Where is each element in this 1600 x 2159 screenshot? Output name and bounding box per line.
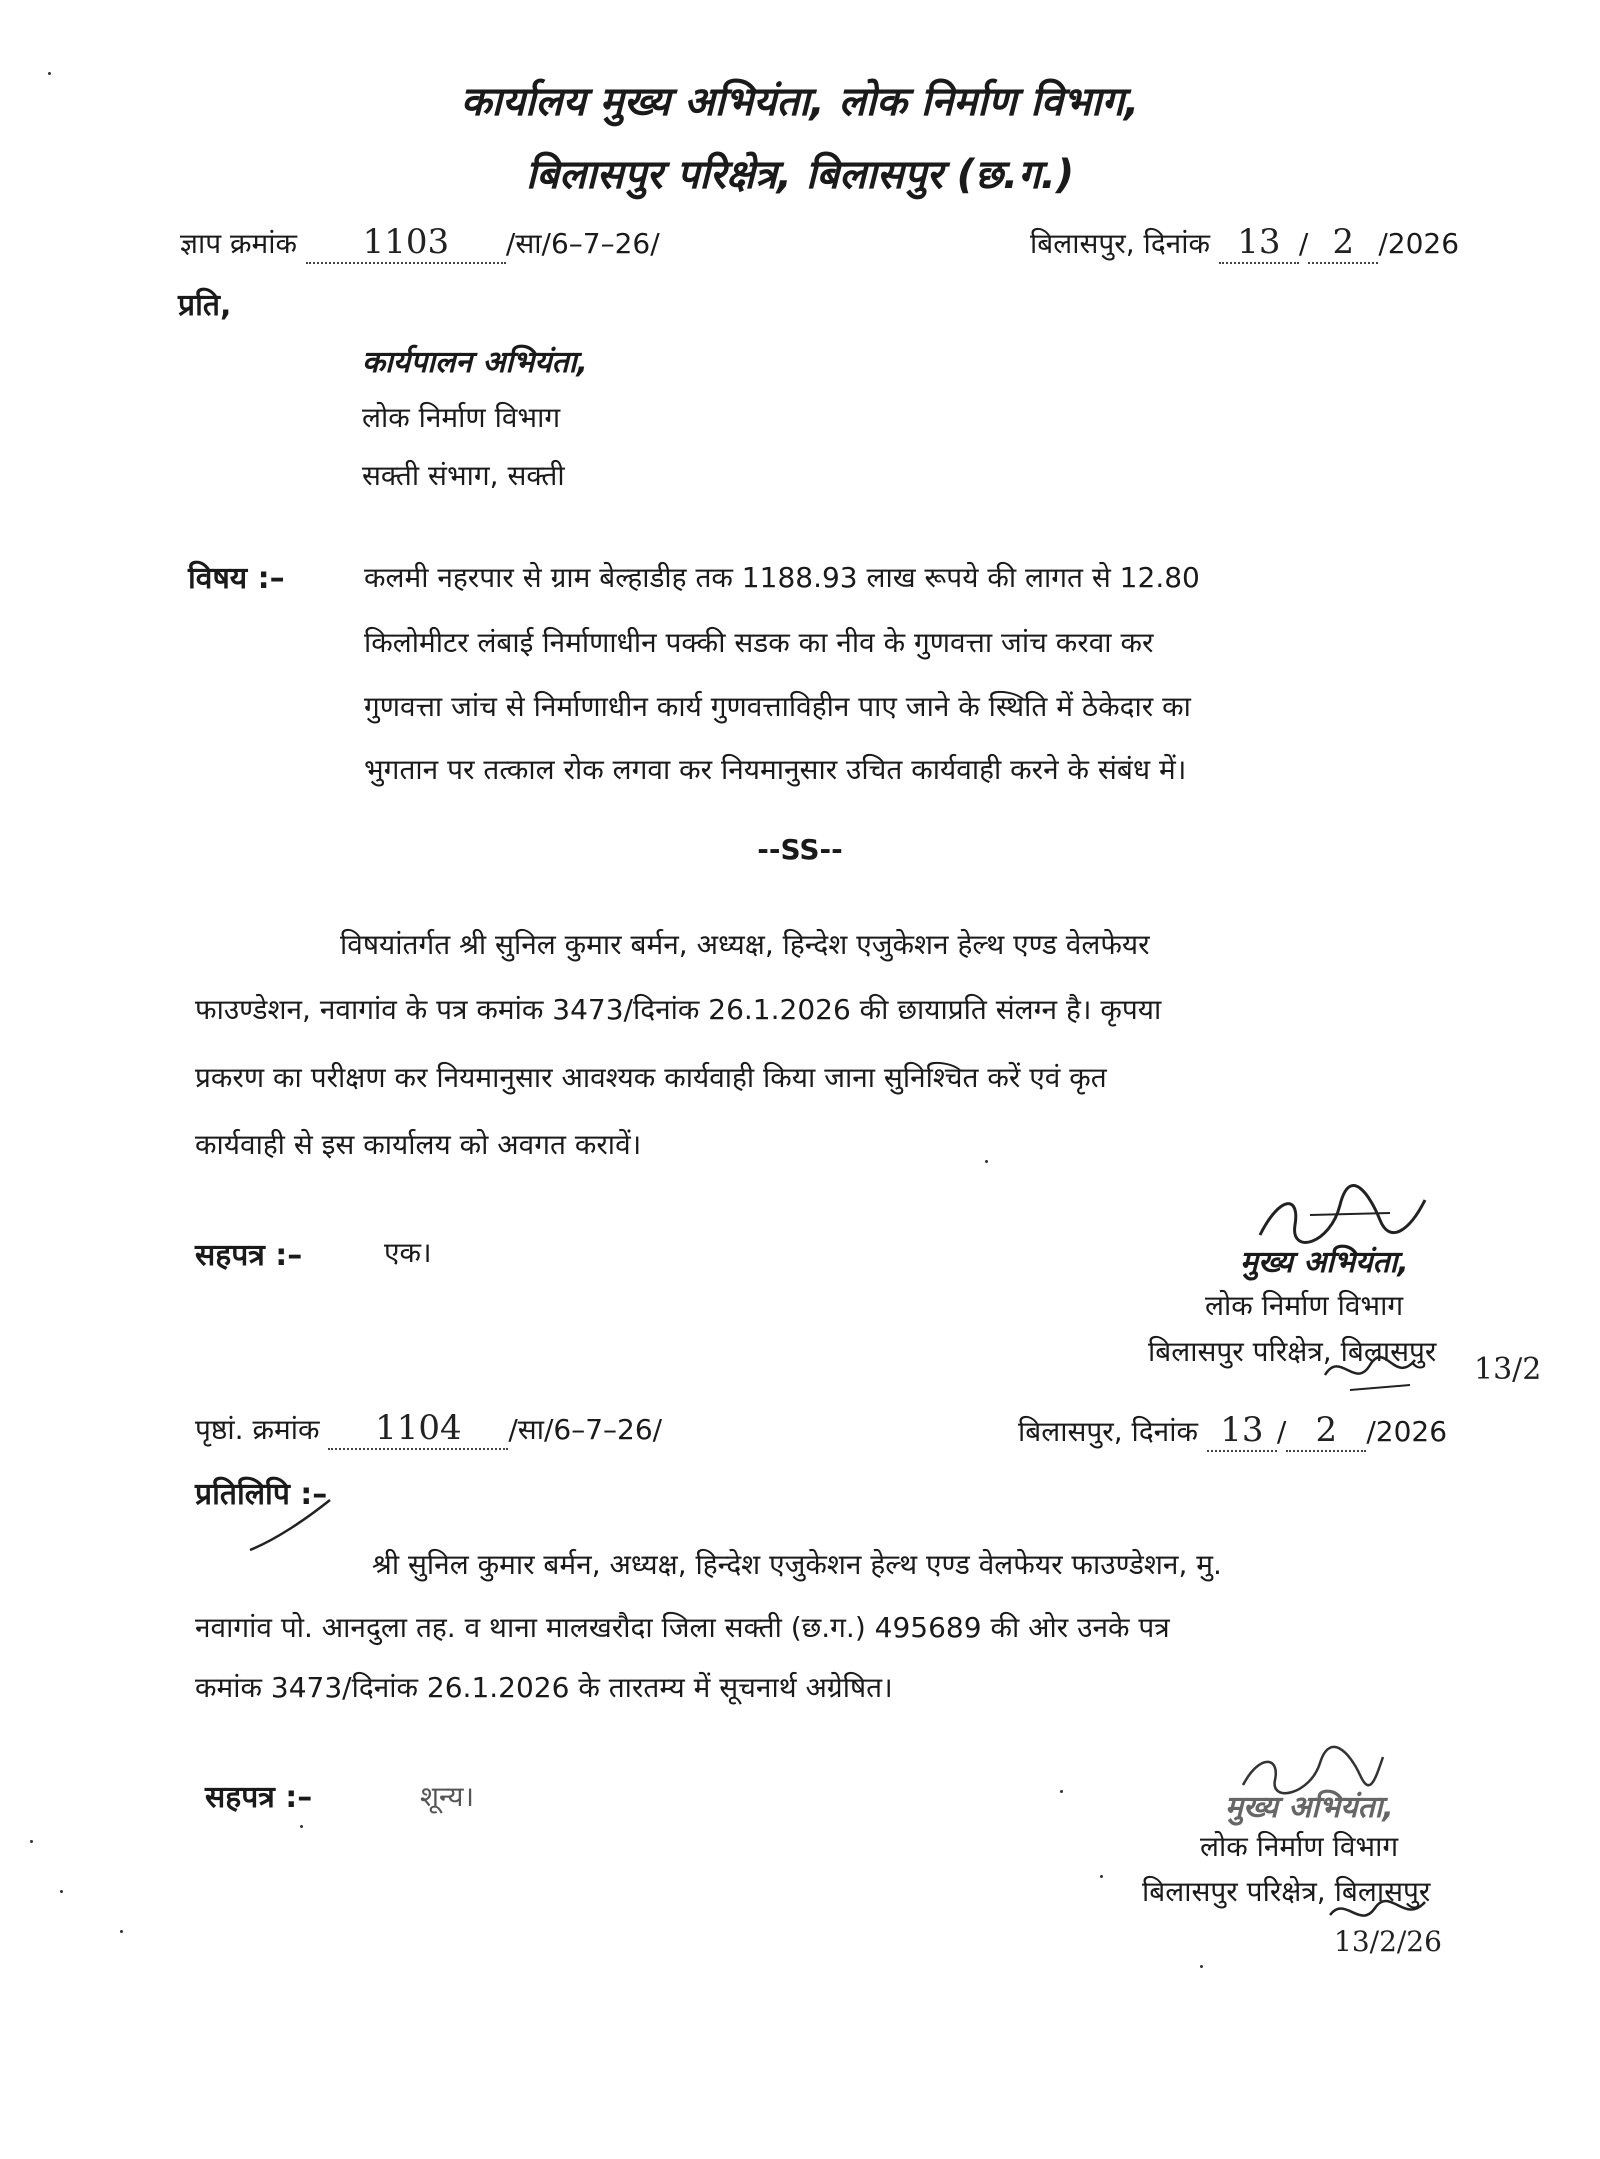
- endorsement-month: 2: [1315, 1410, 1338, 1450]
- recipient-dept: लोक निर्माण विभाग: [362, 401, 561, 434]
- scan-speck: [1060, 1790, 1063, 1793]
- scan-speck: [1100, 1875, 1103, 1878]
- memo-month: 2: [1332, 222, 1355, 262]
- memo-place-date-label: बिलासपुर, दिनांक: [1030, 227, 1210, 260]
- initials-scribble: [1320, 1345, 1430, 1400]
- endorsement-number: 1104: [375, 1408, 462, 1448]
- enclosure-value: एक।: [384, 1236, 432, 1269]
- initials-scribble: [1325, 1890, 1435, 1935]
- signature-title: मुख्य अभियंता,: [1240, 1245, 1409, 1280]
- scan-speck: [1200, 1965, 1203, 1968]
- body-line: प्रकरण का परीक्षण कर नियमानुसार आवश्यक कार्यवाही किया जाना सुनिश्चित करें एवं कृत: [195, 1061, 1107, 1094]
- scan-speck: [985, 1160, 988, 1163]
- endorsement-suffix: /सा/6–7–26/: [508, 1413, 663, 1446]
- scan-speck: [120, 1930, 123, 1933]
- scan-speck: [300, 1825, 303, 1828]
- scan-speck: [30, 1840, 33, 1843]
- endorsement-month-field: [1286, 1410, 1366, 1452]
- memo-day: 13: [1237, 222, 1281, 262]
- copy-line: कमांक 3473/दिनांक 26.1.2026 के तारतम्य में सूचनार्थ अग्रेषित।: [195, 1671, 893, 1704]
- memo-number-field: [306, 222, 506, 264]
- office-location: बिलासपुर परिक्षेत्र, बिलासपुर (छ.ग.): [525, 152, 1075, 198]
- signature-dept: लोक निर्माण विभाग: [1205, 1289, 1404, 1322]
- endorsement-number-field: [328, 1408, 508, 1450]
- recipient-division: सक्ती संभाग, सक्ती: [362, 459, 565, 492]
- prati-label: प्रति,: [178, 288, 232, 323]
- signature-zone: बिलासपुर परिक्षेत्र, बिलासपुर: [1142, 1875, 1431, 1908]
- scan-speck: [48, 72, 51, 75]
- enclosure-label: सहपत्र :–: [205, 1780, 313, 1815]
- signature-zone: बिलासपुर परिक्षेत्र, बिलासपुर: [1148, 1335, 1437, 1368]
- endorsement-number-line: [195, 1408, 662, 1450]
- copy-line: नवागांव पो. आनदुला तह. व थाना मालखरौदा जिला सक्ती (छ.ग.) 495689 की ओर उनके पत्र: [195, 1611, 1170, 1644]
- memo-month-field: [1308, 222, 1378, 264]
- enclosure-value: शून्य।: [420, 1780, 475, 1813]
- memo-year: /2026: [1378, 227, 1460, 260]
- subject-line: गुणवत्ता जांच से निर्माणाधीन कार्य गुणवत्ताविहीन पाए जाने के स्थिति में ठेकेदार का: [364, 690, 1191, 723]
- signature-handwritten-date: 13/2/26: [1334, 1925, 1442, 1958]
- endorsement-label: पृष्ठां. क्रमांक: [195, 1413, 320, 1446]
- scan-speck: [60, 1890, 63, 1893]
- body-line: विषयांतर्गत श्री सुनिल कुमार बर्मन, अध्यक्ष, हिन्देश एजुकेशन हेल्थ एण्ड वेलफेयर: [340, 928, 1150, 961]
- memo-date-line: बिलासपुर, दिनांक 13 / 2 /2026: [1030, 222, 1460, 262]
- memo-suffix: /सा/6–7–26/: [505, 227, 660, 260]
- memo-day-field: [1219, 222, 1299, 264]
- endorsement-date-line: बिलासपुर, दिनांक 13 / 2 /2026: [1018, 1410, 1448, 1450]
- subject-line: भुगतान पर तत्काल रोक लगवा कर नियमानुसार उचित कार्यवाही करने के संबंध में।: [364, 753, 1187, 786]
- copy-label: प्रतिलिपि :–: [195, 1477, 328, 1512]
- signature-handwritten-date: 13/2: [1474, 1352, 1542, 1387]
- endorsement-day: 13: [1220, 1410, 1264, 1450]
- body-line: फाउण्डेशन, नवागांव के पत्र कमांक 3473/दिनांक 26.1.2026 की छायाप्रति संलग्न है। कृपया: [195, 993, 1162, 1026]
- recipient-title: कार्यपालन अभियंता,: [362, 345, 588, 380]
- copy-tick-mark: [245, 1495, 335, 1555]
- separator-mark: --SS--: [757, 833, 843, 866]
- signature-title: मुख्य अभियंता,: [1225, 1790, 1394, 1825]
- endorsement-day-field: [1207, 1410, 1277, 1452]
- office-heading: कार्यालय मुख्य अभियंता, लोक निर्माण विभाग,: [460, 79, 1140, 125]
- signature-dept: लोक निर्माण विभाग: [1200, 1830, 1399, 1863]
- memo-number-line: [180, 222, 660, 264]
- enclosure-label: सहपत्र :–: [195, 1238, 303, 1273]
- subject-line: कलमी नहरपार से ग्राम बेल्हाडीह तक 1188.93 लाख रूपये की लागत से 12.80: [364, 561, 1200, 594]
- endorsement-place-date-label: बिलासपुर, दिनांक: [1018, 1415, 1198, 1448]
- subject-label: विषय :–: [188, 561, 285, 596]
- body-line: कार्यवाही से इस कार्यालय को अवगत करावें।: [195, 1128, 642, 1161]
- endorsement-year: /2026: [1366, 1415, 1448, 1448]
- subject-line: किलोमीटर लंबाई निर्माणाधीन पक्की सडक का नीव के गुणवत्ता जांच करवा कर: [364, 626, 1154, 659]
- memo-label: ज्ञाप क्रमांक: [180, 227, 298, 260]
- copy-line: श्री सुनिल कुमार बर्मन, अध्यक्ष, हिन्देश एजुकेशन हेल्थ एण्ड वेलफेयर फाउण्डेशन, मु.: [372, 1548, 1222, 1581]
- memo-number: 1103: [362, 222, 450, 262]
